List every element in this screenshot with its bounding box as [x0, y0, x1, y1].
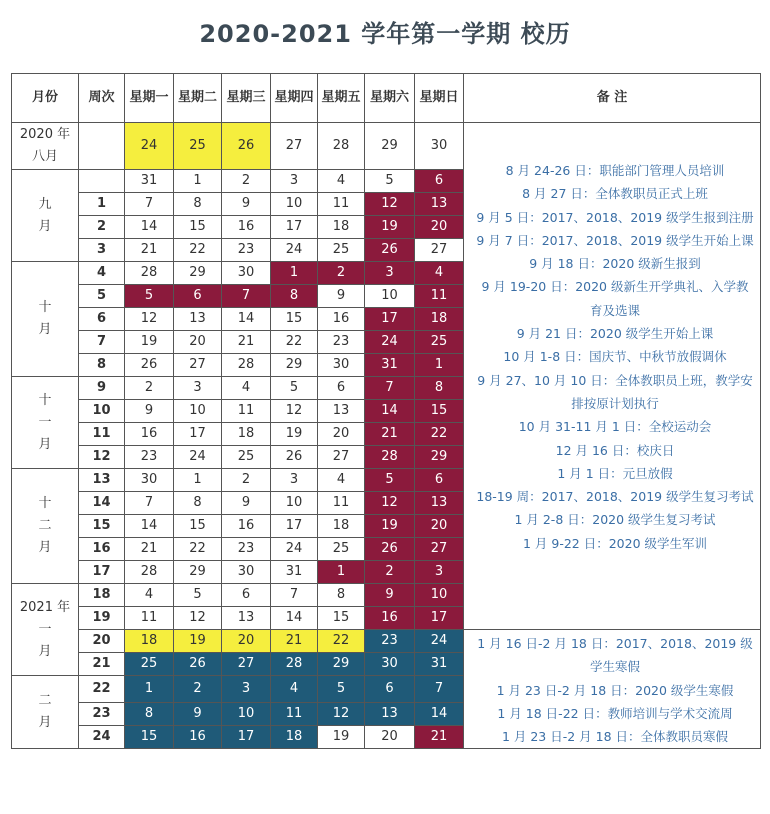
day-cell-sat: 7 [365, 377, 415, 400]
day-cell-sat: 2 [365, 561, 415, 584]
day-cell-sun: 3 [415, 561, 464, 584]
day-cell-thu: 10 [271, 492, 318, 515]
day-cell-thu: 14 [271, 607, 318, 630]
day-cell-mon: 21 [125, 538, 174, 561]
day-cell-tue: 10 [174, 400, 222, 423]
day-cell-tue: 20 [174, 331, 222, 354]
week-number: 18 [79, 584, 125, 607]
day-cell-wed: 2 [222, 469, 271, 492]
note-item: 9 月 5 日：2017、2018、2019 级学生报到注册 [476, 209, 754, 225]
day-cell-wed: 27 [222, 653, 271, 676]
week-number: 1 [79, 193, 125, 216]
day-cell-sat: 28 [365, 446, 415, 469]
day-cell-fri: 11 [318, 193, 365, 216]
day-cell-wed: 26 [222, 123, 271, 170]
day-cell-mon: 25 [125, 653, 174, 676]
week-number: 5 [79, 285, 125, 308]
week-number: 3 [79, 239, 125, 262]
day-cell-sun: 13 [415, 193, 464, 216]
day-cell-sun: 11 [415, 285, 464, 308]
header-row [12, 74, 761, 123]
day-cell-wed: 10 [222, 703, 271, 726]
week-number: 10 [79, 400, 125, 423]
day-cell-fri: 2 [318, 262, 365, 285]
day-cell-thu: 5 [271, 377, 318, 400]
day-cell-sun: 25 [415, 331, 464, 354]
day-cell-tue: 29 [174, 262, 222, 285]
week-number: 11 [79, 423, 125, 446]
day-cell-tue: 27 [174, 354, 222, 377]
day-cell-tue: 22 [174, 538, 222, 561]
note-item: 1 月 23 日-2 月 18 日：全体教职员寒假 [501, 729, 729, 745]
day-cell-sat: 23 [365, 630, 415, 653]
day-cell-fri: 20 [318, 423, 365, 446]
month-label: 2020 年 八月 [12, 123, 79, 170]
note-item: 1 月 18 日-22 日：教师培训与学术交流周 [497, 705, 733, 721]
day-cell-sun: 30 [415, 123, 464, 170]
week-number: 4 [79, 262, 125, 285]
day-cell-sat: 20 [365, 726, 415, 749]
day-cell-tue: 25 [174, 123, 222, 170]
day-cell-fri: 4 [318, 170, 365, 193]
day-cell-mon: 16 [125, 423, 174, 446]
note-item: 1 月 1 日：元旦放假 [557, 465, 673, 481]
day-cell-wed: 6 [222, 584, 271, 607]
header-wed: 星期三 [222, 74, 271, 123]
day-cell-sat: 21 [365, 423, 415, 446]
week-number: 21 [79, 653, 125, 676]
day-cell-fri: 19 [318, 726, 365, 749]
day-cell-thu: 24 [271, 239, 318, 262]
notes-cell-bottom [464, 630, 761, 749]
week-row [12, 630, 761, 653]
day-cell-sat: 10 [365, 285, 415, 308]
note-item: 1 月 16 日-2 月 18 日：2017、2018、2019 级 [477, 636, 753, 651]
day-cell-wed: 9 [222, 193, 271, 216]
day-cell-mon: 14 [125, 515, 174, 538]
day-cell-thu: 18 [271, 726, 318, 749]
day-cell-wed: 11 [222, 400, 271, 423]
day-cell-sat: 19 [365, 216, 415, 239]
day-cell-tue: 1 [174, 469, 222, 492]
week-number [79, 123, 125, 170]
day-cell-wed: 14 [222, 308, 271, 331]
notes-cell-top [464, 123, 761, 630]
day-cell-wed: 28 [222, 354, 271, 377]
page-title: 2020-2021 学年第一学期 校历 [199, 20, 571, 48]
note-item: 9 月 19-20 日：2020 级新生开学典礼、入学教 [481, 279, 749, 295]
day-cell-sat: 5 [365, 170, 415, 193]
day-cell-mon: 23 [125, 446, 174, 469]
day-cell-mon: 14 [125, 216, 174, 239]
day-cell-fri: 22 [318, 630, 365, 653]
day-cell-thu: 15 [271, 308, 318, 331]
day-cell-sun: 4 [415, 262, 464, 285]
day-cell-sat: 26 [365, 239, 415, 262]
day-cell-sat: 19 [365, 515, 415, 538]
day-cell-fri: 25 [318, 538, 365, 561]
day-cell-wed: 3 [222, 676, 271, 703]
day-cell-fri: 29 [318, 653, 365, 676]
week-number [79, 170, 125, 193]
day-cell-fri: 5 [318, 676, 365, 703]
day-cell-tue: 17 [174, 423, 222, 446]
day-cell-wed: 30 [222, 561, 271, 584]
day-cell-mon: 28 [125, 561, 174, 584]
day-cell-mon: 18 [125, 630, 174, 653]
header-sun: 星期日 [415, 74, 464, 123]
day-cell-sun: 18 [415, 308, 464, 331]
day-cell-tue: 29 [174, 561, 222, 584]
day-cell-mon: 5 [125, 285, 174, 308]
day-cell-sun: 17 [415, 607, 464, 630]
day-cell-fri: 13 [318, 400, 365, 423]
day-cell-thu: 21 [271, 630, 318, 653]
calendar-table [11, 73, 761, 749]
day-cell-sun: 8 [415, 377, 464, 400]
day-cell-mon: 12 [125, 308, 174, 331]
day-cell-sun: 29 [415, 446, 464, 469]
day-cell-sun: 20 [415, 216, 464, 239]
week-number: 16 [79, 538, 125, 561]
note-item: 9 月 7 日：2017、2018、2019 级学生开始上课 [476, 232, 754, 248]
day-cell-mon: 11 [125, 607, 174, 630]
day-cell-tue: 9 [174, 703, 222, 726]
day-cell-tue: 8 [174, 193, 222, 216]
week-number: 12 [79, 446, 125, 469]
day-cell-mon: 30 [125, 469, 174, 492]
day-cell-mon: 2 [125, 377, 174, 400]
header-mon: 星期一 [125, 74, 174, 123]
note-item: 8 月 27 日：全体教职员正式上班 [522, 186, 708, 202]
header-notes: 备 注 [464, 74, 761, 123]
day-cell-wed: 30 [222, 262, 271, 285]
note-item: 9 月 18 日：2020 级新生报到 [529, 256, 701, 272]
header-thu: 星期四 [271, 74, 318, 123]
day-cell-tue: 5 [174, 584, 222, 607]
day-cell-sat: 9 [365, 584, 415, 607]
day-cell-wed: 4 [222, 377, 271, 400]
day-cell-fri: 23 [318, 331, 365, 354]
day-cell-sun: 22 [415, 423, 464, 446]
note-item: 排按原计划执行 [571, 395, 659, 411]
day-cell-sun: 27 [415, 538, 464, 561]
day-cell-sun: 27 [415, 239, 464, 262]
day-cell-fri: 18 [318, 216, 365, 239]
day-cell-sun: 7 [415, 676, 464, 703]
note-item: 1 月 9-22 日：2020 级学生军训 [522, 535, 708, 551]
note-item: 9 月 21 日：2020 级学生开始上课 [516, 326, 714, 342]
day-cell-mon: 8 [125, 703, 174, 726]
day-cell-thu: 22 [271, 331, 318, 354]
day-cell-thu: 19 [271, 423, 318, 446]
note-item: 学生寒假 [589, 659, 640, 675]
week-number: 24 [79, 726, 125, 749]
day-cell-sun: 6 [415, 469, 464, 492]
day-cell-thu: 7 [271, 584, 318, 607]
day-cell-thu: 26 [271, 446, 318, 469]
week-number: 7 [79, 331, 125, 354]
day-cell-fri: 18 [318, 515, 365, 538]
note-item: 10 月 1-8 日：国庆节、中秋节放假调休 [503, 349, 727, 365]
day-cell-tue: 8 [174, 492, 222, 515]
day-cell-thu: 8 [271, 285, 318, 308]
day-cell-tue: 19 [174, 630, 222, 653]
day-cell-wed: 2 [222, 170, 271, 193]
day-cell-wed: 16 [222, 216, 271, 239]
day-cell-sat: 14 [365, 400, 415, 423]
day-cell-tue: 15 [174, 515, 222, 538]
day-cell-fri: 9 [318, 285, 365, 308]
note-item: 1 月 2-8 日：2020 级学生复习考试 [514, 512, 716, 528]
week-number: 22 [79, 676, 125, 703]
day-cell-wed: 7 [222, 285, 271, 308]
day-cell-wed: 13 [222, 607, 271, 630]
week-number: 6 [79, 308, 125, 331]
day-cell-wed: 16 [222, 515, 271, 538]
day-cell-sun: 31 [415, 653, 464, 676]
day-cell-fri: 1 [318, 561, 365, 584]
day-cell-thu: 10 [271, 193, 318, 216]
day-cell-fri: 11 [318, 492, 365, 515]
day-cell-thu: 3 [271, 170, 318, 193]
day-cell-tue: 6 [174, 285, 222, 308]
note-item: 12 月 16 日：校庆日 [555, 442, 675, 458]
week-number: 23 [79, 703, 125, 726]
day-cell-sat: 26 [365, 538, 415, 561]
day-cell-thu: 29 [271, 354, 318, 377]
day-cell-sun: 10 [415, 584, 464, 607]
day-cell-fri: 6 [318, 377, 365, 400]
month-label: 二 月 [12, 676, 79, 749]
day-cell-thu: 28 [271, 653, 318, 676]
day-cell-tue: 24 [174, 446, 222, 469]
week-number: 13 [79, 469, 125, 492]
day-cell-mon: 24 [125, 123, 174, 170]
day-cell-mon: 26 [125, 354, 174, 377]
note-item: 10 月 31-11 月 1 日：全校运动会 [518, 419, 712, 435]
day-cell-sat: 17 [365, 308, 415, 331]
day-cell-fri: 12 [318, 703, 365, 726]
day-cell-sat: 12 [365, 492, 415, 515]
day-cell-thu: 24 [271, 538, 318, 561]
day-cell-thu: 17 [271, 515, 318, 538]
day-cell-wed: 18 [222, 423, 271, 446]
day-cell-sat: 13 [365, 703, 415, 726]
day-cell-fri: 30 [318, 354, 365, 377]
day-cell-mon: 31 [125, 170, 174, 193]
day-cell-sat: 6 [365, 676, 415, 703]
note-item: 1 月 23 日-2 月 18 日：2020 级学生寒假 [496, 682, 734, 698]
day-cell-wed: 23 [222, 538, 271, 561]
day-cell-wed: 21 [222, 331, 271, 354]
day-cell-sun: 20 [415, 515, 464, 538]
day-cell-mon: 28 [125, 262, 174, 285]
day-cell-wed: 23 [222, 239, 271, 262]
header-fri: 星期五 [318, 74, 365, 123]
day-cell-wed: 17 [222, 726, 271, 749]
day-cell-fri: 8 [318, 584, 365, 607]
day-cell-sun: 6 [415, 170, 464, 193]
day-cell-sun: 1 [415, 354, 464, 377]
day-cell-thu: 31 [271, 561, 318, 584]
day-cell-fri: 27 [318, 446, 365, 469]
month-label: 2021 年 一 月 [12, 584, 79, 676]
week-number: 17 [79, 561, 125, 584]
day-cell-mon: 7 [125, 492, 174, 515]
day-cell-tue: 22 [174, 239, 222, 262]
month-label: 九 月 [12, 170, 79, 262]
day-cell-mon: 19 [125, 331, 174, 354]
day-cell-thu: 1 [271, 262, 318, 285]
day-cell-sun: 24 [415, 630, 464, 653]
note-item: 9 月 27、10 月 10 日：全体教职员上班，教学安 [477, 372, 753, 388]
day-cell-tue: 15 [174, 216, 222, 239]
day-cell-sat: 24 [365, 331, 415, 354]
day-cell-thu: 12 [271, 400, 318, 423]
week-number: 14 [79, 492, 125, 515]
day-cell-mon: 1 [125, 676, 174, 703]
month-label: 十 月 [12, 262, 79, 377]
day-cell-tue: 16 [174, 726, 222, 749]
day-cell-fri: 28 [318, 123, 365, 170]
day-cell-sat: 30 [365, 653, 415, 676]
day-cell-tue: 12 [174, 607, 222, 630]
day-cell-fri: 4 [318, 469, 365, 492]
day-cell-sat: 16 [365, 607, 415, 630]
day-cell-tue: 2 [174, 676, 222, 703]
day-cell-sat: 29 [365, 123, 415, 170]
day-cell-wed: 25 [222, 446, 271, 469]
day-cell-sun: 15 [415, 400, 464, 423]
day-cell-fri: 15 [318, 607, 365, 630]
week-number: 19 [79, 607, 125, 630]
day-cell-thu: 11 [271, 703, 318, 726]
header-sat: 星期六 [365, 74, 415, 123]
day-cell-thu: 27 [271, 123, 318, 170]
day-cell-sun: 14 [415, 703, 464, 726]
month-label: 十 一 月 [12, 377, 79, 469]
day-cell-sun: 13 [415, 492, 464, 515]
header-week: 周次 [79, 74, 125, 123]
day-cell-tue: 3 [174, 377, 222, 400]
day-cell-sun: 21 [415, 726, 464, 749]
week-number: 20 [79, 630, 125, 653]
note-item: 育及选课 [589, 302, 640, 318]
header-month: 月份 [12, 74, 79, 123]
day-cell-thu: 3 [271, 469, 318, 492]
day-cell-mon: 9 [125, 400, 174, 423]
day-cell-mon: 15 [125, 726, 174, 749]
header-tue: 星期二 [174, 74, 222, 123]
day-cell-sat: 5 [365, 469, 415, 492]
week-number: 8 [79, 354, 125, 377]
day-cell-sat: 12 [365, 193, 415, 216]
day-cell-thu: 4 [271, 676, 318, 703]
week-number: 9 [79, 377, 125, 400]
day-cell-mon: 4 [125, 584, 174, 607]
week-number: 2 [79, 216, 125, 239]
day-cell-mon: 21 [125, 239, 174, 262]
day-cell-sat: 31 [365, 354, 415, 377]
week-row [12, 123, 761, 170]
day-cell-tue: 13 [174, 308, 222, 331]
day-cell-wed: 20 [222, 630, 271, 653]
day-cell-wed: 9 [222, 492, 271, 515]
week-number: 15 [79, 515, 125, 538]
day-cell-sat: 3 [365, 262, 415, 285]
note-item: 8 月 24-26 日：职能部门管理人员培训 [505, 163, 725, 178]
day-cell-tue: 26 [174, 653, 222, 676]
day-cell-mon: 7 [125, 193, 174, 216]
day-cell-fri: 25 [318, 239, 365, 262]
month-label: 十 二 月 [12, 469, 79, 584]
note-item: 18-19 周：2017、2018、2019 级学生复习考试 [476, 489, 754, 505]
day-cell-fri: 16 [318, 308, 365, 331]
day-cell-tue: 1 [174, 170, 222, 193]
day-cell-thu: 17 [271, 216, 318, 239]
